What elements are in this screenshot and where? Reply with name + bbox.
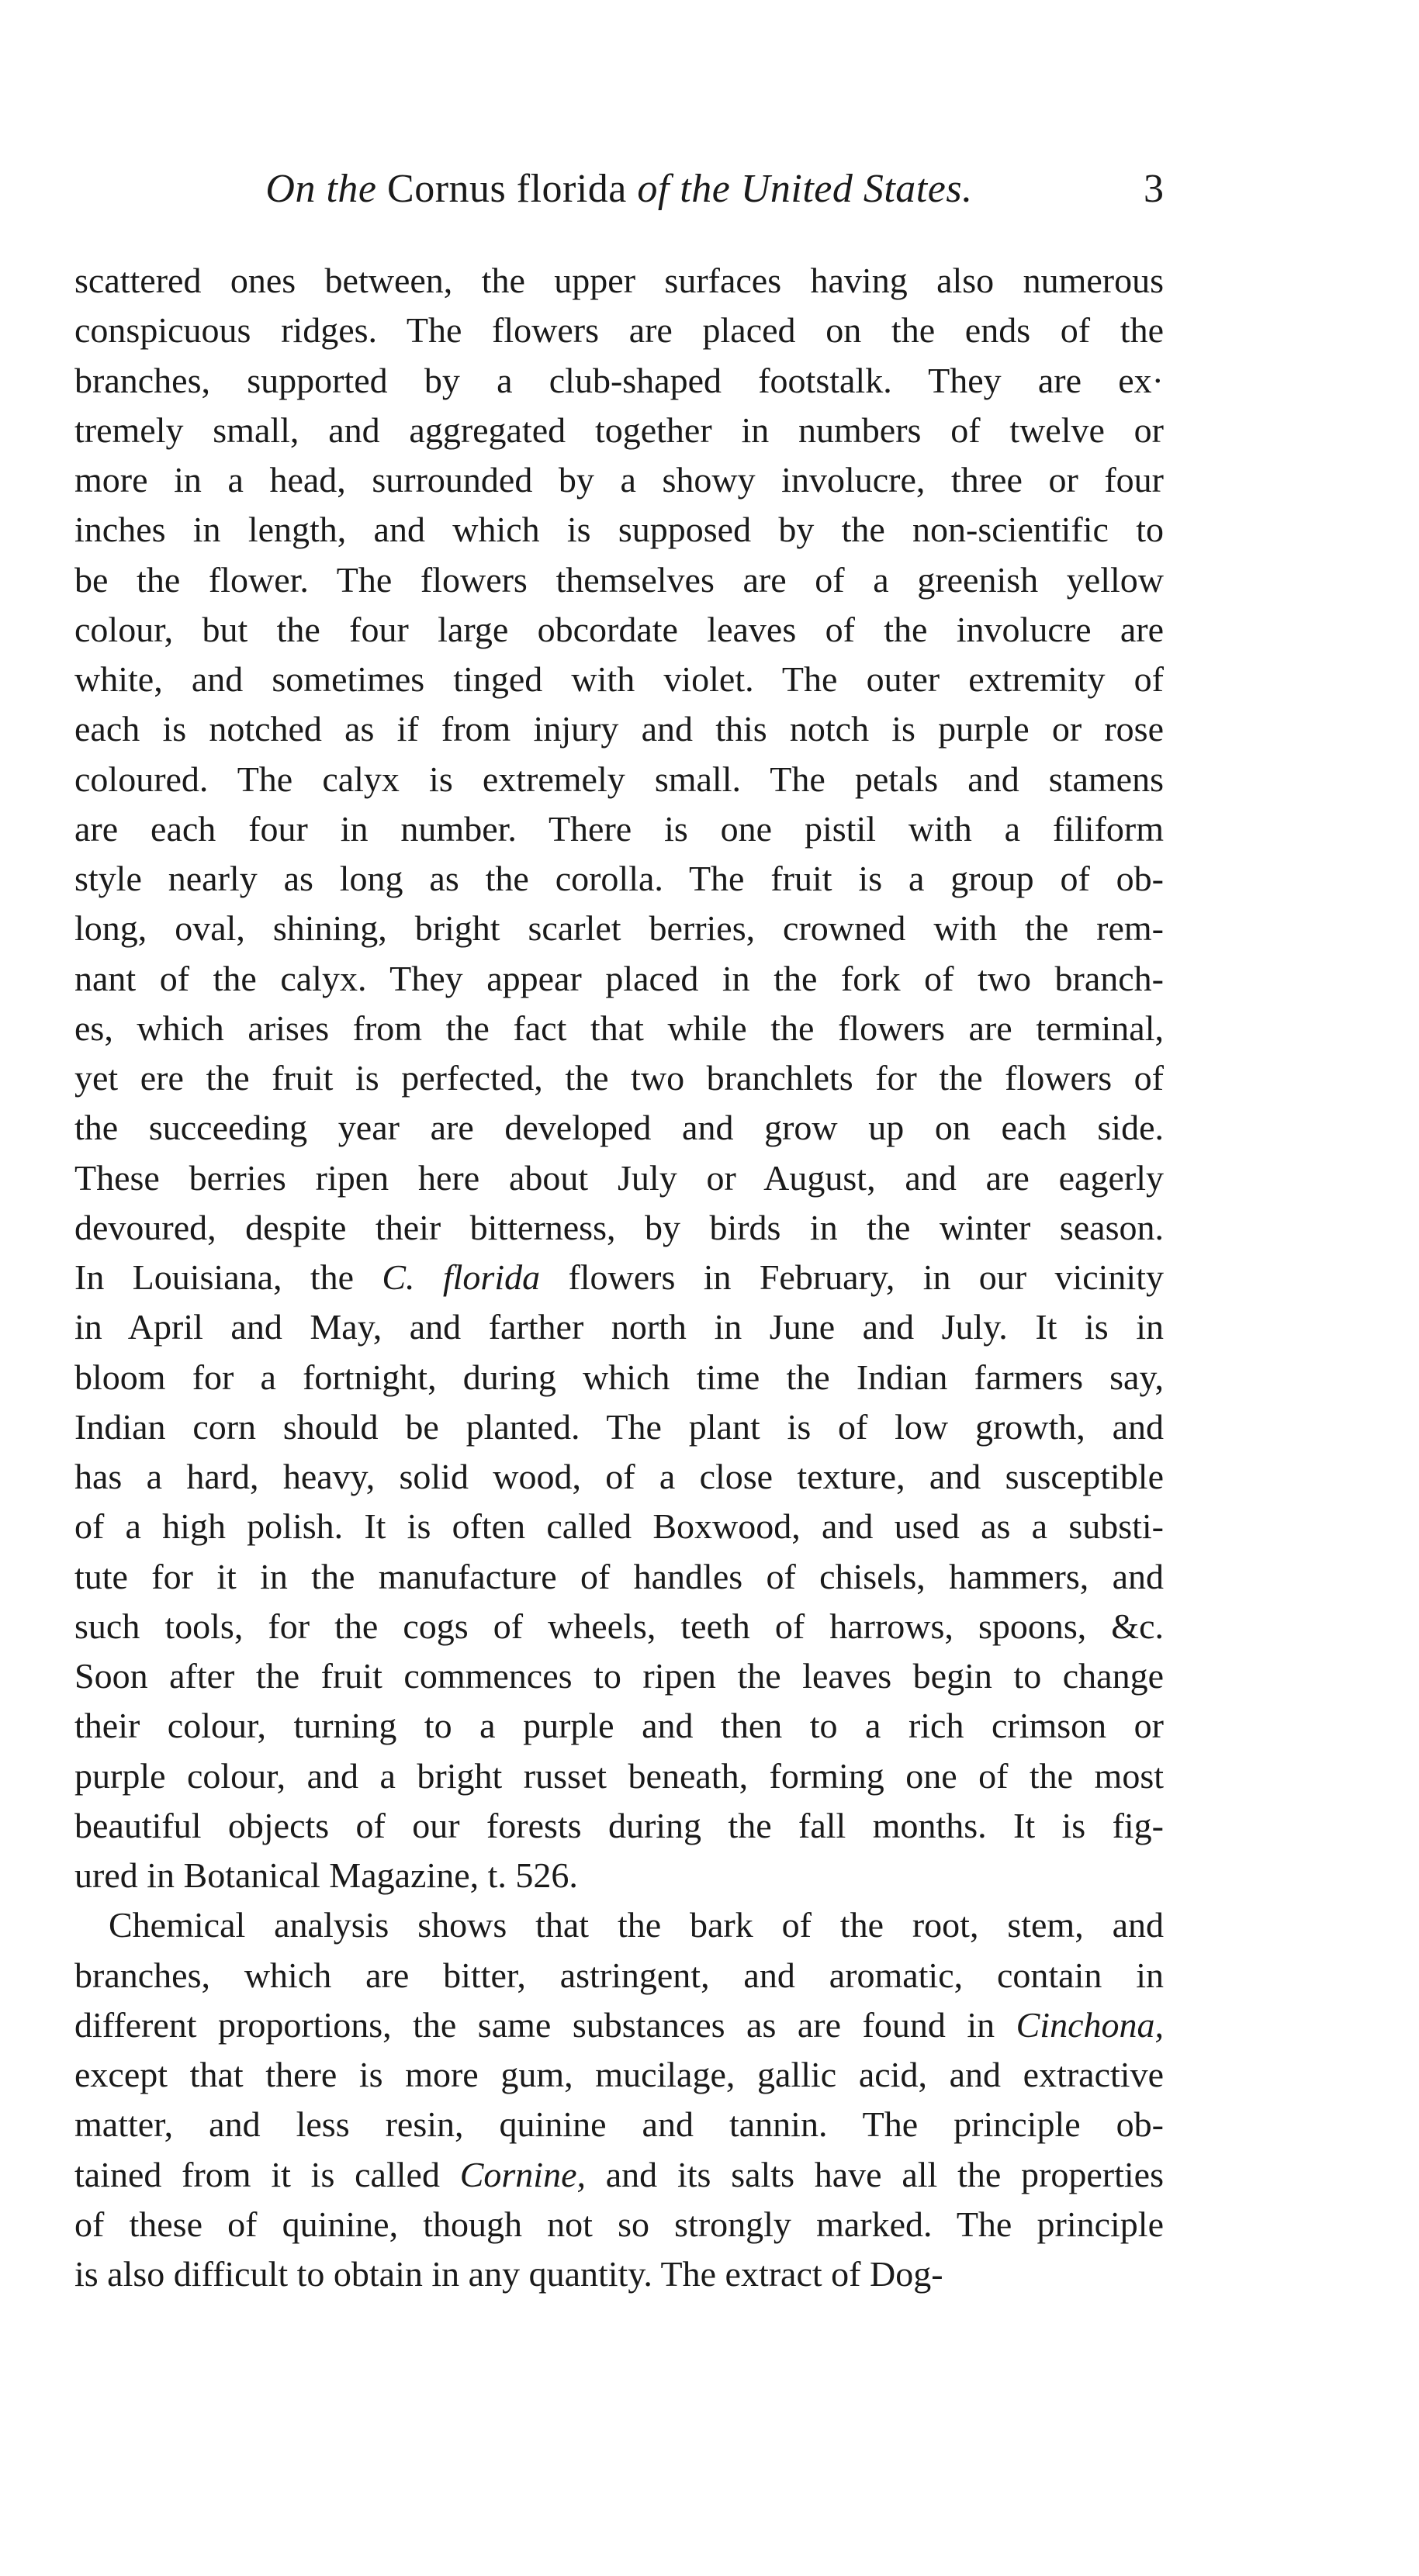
text-run: branches, which are bitter, astringent, and aromatic, contain in (74, 1955, 1164, 1995)
text-run: Chemical analysis shows that the bark of the root, stem, and (109, 1905, 1164, 1945)
text-line (74, 1203, 1164, 1253)
running-head-suffix: of the United States. (637, 167, 973, 211)
italic-term: Cornine, (459, 2154, 586, 2194)
text-run: Indian corn should be planted. The plant is of low growth, and (74, 1406, 1164, 1447)
text-line (74, 1552, 1164, 1602)
text-line (74, 2100, 1164, 2149)
text-line (74, 1900, 1164, 1950)
text-run: more in a head, surrounded by a showy involucre, three or four (74, 460, 1164, 500)
text-run: conspicuous ridges. The flowers are placed on the ends of the (74, 310, 1164, 351)
text-line (74, 605, 1164, 655)
text-line (74, 1651, 1164, 1701)
text-run: ured in Botanical Magazine, t. 526. (74, 1855, 578, 1895)
text-line (74, 755, 1164, 804)
text-run: yet ere the fruit is perfected, the two branchlets for the flowers of (74, 1058, 1164, 1098)
italic-term: Cinchona, (1016, 2004, 1164, 2045)
text-run: Soon after the fruit commences to ripen the leaves begin to change (74, 1656, 1164, 1696)
body-text (74, 256, 1164, 2299)
text-line (74, 1103, 1164, 1153)
text-line (74, 1701, 1164, 1751)
running-head-prefix: On the (265, 167, 377, 211)
text-run: tained from it is called (74, 2154, 460, 2194)
text-run: es, which arises from the fact that while the flowers are terminal, (74, 1008, 1164, 1048)
text-line (74, 804, 1164, 854)
text-line (74, 1053, 1164, 1103)
text-run: of a high polish. It is often called Boxwood, and used as a substi- (74, 1506, 1164, 1547)
text-run: coloured. The calyx is extremely small. The petals and stamens (74, 759, 1164, 799)
text-run: is also difficult to obtain in any quantity. The extract of Dog- (74, 2254, 943, 2294)
text-line (74, 954, 1164, 1004)
text-run: white, and sometimes tinged with violet. The outer extremity of (74, 659, 1164, 699)
text-line (74, 1602, 1164, 1651)
text-line (74, 2000, 1164, 2050)
text-line (74, 1153, 1164, 1203)
text-line (74, 505, 1164, 555)
text-run: tremely small, and aggregated together in numbers of twelve or (74, 410, 1164, 450)
text-run: matter, and less resin, quinine and tannin. The principle ob- (74, 2104, 1164, 2145)
text-line (74, 406, 1164, 455)
italic-term: C. florida (382, 1257, 541, 1297)
text-run: of these of quinine, though not so strongly marked. The principle (74, 2204, 1164, 2244)
text-line (74, 1253, 1164, 1302)
text-run: are each four in number. There is one pistil with a filiform (74, 808, 1164, 849)
text-line (74, 1452, 1164, 1502)
text-line (74, 1004, 1164, 1053)
text-run: inches in length, and which is supposed by the non-scientific to (74, 510, 1164, 550)
text-run: except that there is more gum, mucilage, gallic acid, and extractive (74, 2055, 1164, 2094)
text-line (74, 1502, 1164, 1551)
text-line (74, 655, 1164, 704)
text-run: such tools, for the cogs of wheels, teeth of harrows, spoons, &c. (74, 1606, 1164, 1646)
text-run: beautiful objects of our forests during the fall months. It is fig- (74, 1805, 1164, 1845)
paragraph (74, 1900, 1164, 2299)
text-line (74, 2200, 1164, 2249)
text-line (74, 904, 1164, 953)
page-header (74, 164, 1164, 226)
text-line (74, 2249, 1164, 2299)
running-head (74, 164, 1164, 214)
text-run: bloom for a fortnight, during which time the Indian farmers say, (74, 1357, 1164, 1397)
text-line (74, 704, 1164, 754)
text-line (74, 1402, 1164, 1452)
text-run: has a hard, heavy, solid wood, of a close texture, and susceptible (74, 1457, 1164, 1496)
text-run: branches, supported by a club-shaped footstalk. They are ex· (74, 360, 1164, 400)
text-run: each is notched as if from injury and this notch is purple or rose (74, 709, 1164, 749)
paragraph (74, 256, 1164, 1900)
text-run: style nearly as long as the corolla. The fruit is a group of ob- (74, 859, 1164, 898)
text-run: flowers in February, in our vicinity (540, 1257, 1164, 1297)
text-line (74, 2150, 1164, 2200)
text-run: In Louisiana, the (74, 1257, 382, 1297)
text-run: nant of the calyx. They appear placed in the fork of two branch- (74, 958, 1164, 998)
text-line (74, 455, 1164, 505)
text-line (74, 256, 1164, 306)
text-line (74, 1851, 1164, 1900)
text-run: colour, but the four large obcordate leaves of the involucre are (74, 609, 1164, 649)
text-run: different proportions, the same substances as are found in (74, 2004, 1016, 2045)
text-run: and its salts have all the properties (586, 2154, 1164, 2194)
text-line (74, 356, 1164, 406)
text-run: long, oval, shining, bright scarlet berries, crowned with the rem- (74, 908, 1164, 949)
text-run: tute for it in the manufacture of handles of chisels, hammers, and (74, 1556, 1164, 1596)
text-run: be the flower. The flowers themselves are of a greenish yellow (74, 559, 1164, 600)
text-run: devoured, despite their bitterness, by birds in the winter season. (74, 1207, 1164, 1247)
text-line (74, 854, 1164, 904)
text-line (74, 306, 1164, 355)
page-number: 3 (1144, 167, 1164, 211)
text-run: These berries ripen here about July or August, and are eagerly (74, 1157, 1164, 1198)
text-line (74, 1801, 1164, 1851)
text-line (74, 2050, 1164, 2100)
running-head-genus: Cornus florida (387, 167, 627, 211)
text-run: purple colour, and a bright russet beneath, forming one of the most (74, 1755, 1164, 1796)
text-run: the succeeding year are developed and grow up on each side. (74, 1108, 1164, 1148)
text-line (74, 1951, 1164, 2000)
text-line (74, 555, 1164, 605)
text-run: their colour, turning to a purple and then to a rich crimson or (74, 1706, 1164, 1746)
text-line (74, 1302, 1164, 1352)
text-line (74, 1751, 1164, 1801)
text-line (74, 1353, 1164, 1402)
text-run: in April and May, and farther north in June and July. It is in (74, 1307, 1164, 1347)
text-run: scattered ones between, the upper surfaces having also numerous (74, 261, 1164, 300)
